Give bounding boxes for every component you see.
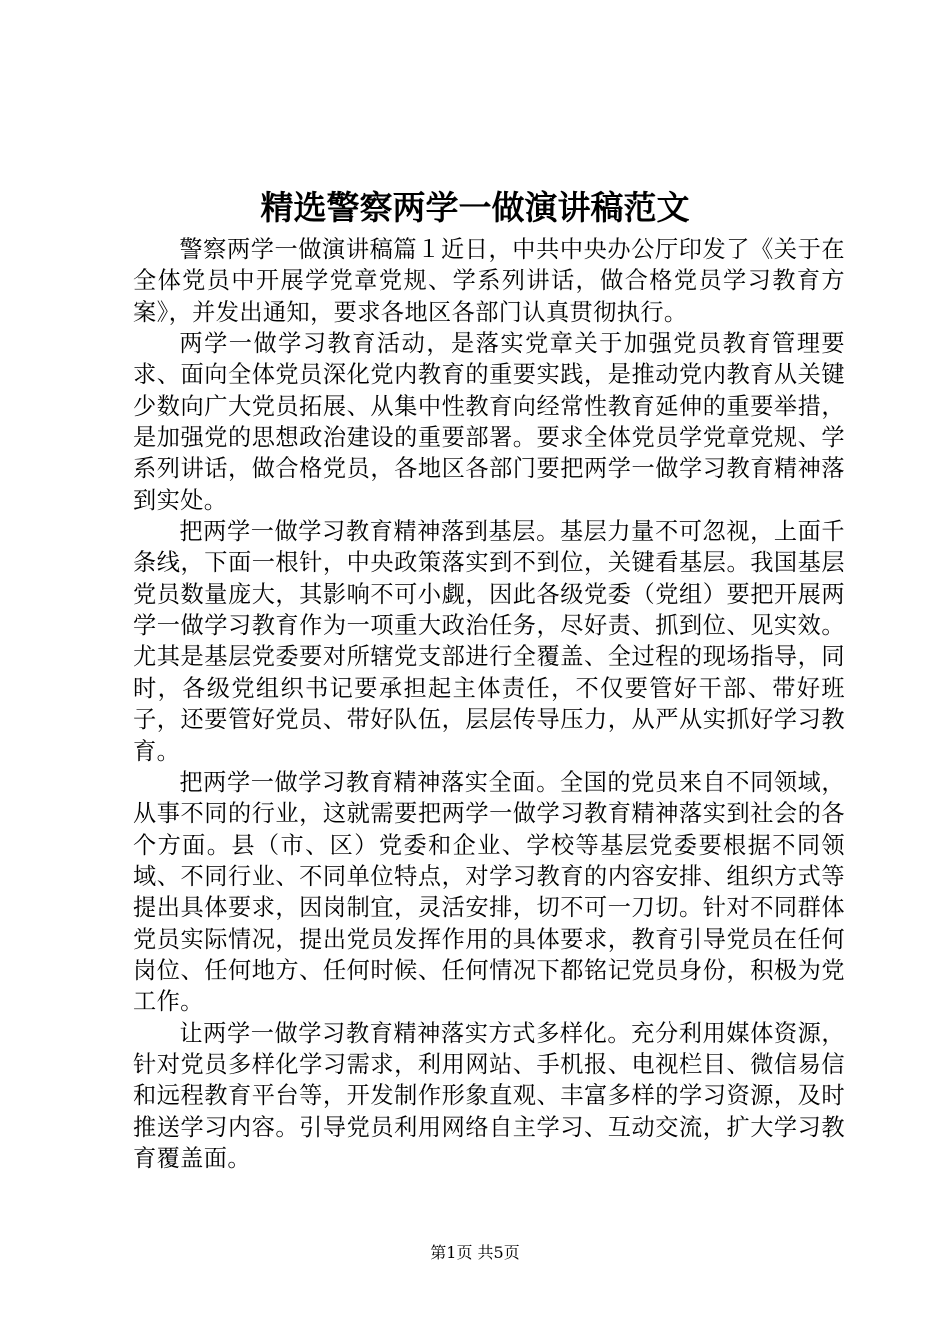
document-title: 精选警察两学一做演讲稿范文 bbox=[260, 188, 690, 227]
paragraph: 让两学一做学习教育精神落实方式多样化。充分利用媒体资源，针对党员多样化学习需求，利用网站、手机报、电视栏目、微信易信和远程教育平台等，开发制作形象直观、丰富多样的学习资源，及时推送学习内容。引导党员利用网络自主学习、互动交流，扩大学习教育覆盖面。 bbox=[133, 1019, 845, 1172]
paragraph: 把两学一做学习教育精神落实全面。全国的党员来自不同领域，从事不同的行业，这就需要把两学一做学习教育精神落实到社会的各个方面。县（市、区）党委和企业、学校等基层党委要根据不同领域、不同行业、不同单位特点，对学习教育的内容安排、组织方式等提出具体要求，因岗制宜，灵活安排，切不可一刀切。针对不同群体党员实际情况，提出党员发挥作用的具体要求，教育引导党员在任何岗位、任何地方、任何时候、任何情况下都铭记党员身份，积极为党工作。 bbox=[133, 768, 845, 1016]
paragraph: 把两学一做学习教育精神落到基层。基层力量不可忽视，上面千条线，下面一根针，中央政策落实到不到位，关键看基层。我国基层党员数量庞大，其影响不可小觑，因此各级党委（党组）要把开展两学一做学习教育作为一项重大政治任务，尽好责、抓到位、见实效。尤其是基层党委要对所辖党支部进行全覆盖、全过程的现场指导，同时，各级党组织书记要承担起主体责任，不仅要管好干部、带好班子，还要管好党员、带好队伍，层层传导压力，从严从实抓好学习教育。 bbox=[133, 518, 845, 765]
document-body bbox=[133, 234, 845, 1174]
paragraph: 警察两学一做演讲稿篇１近日，中共中央办公厅印发了《关于在全体党员中开展学党章党规、学系列讲话，做合格党员学习教育方案》，并发出通知，要求各地区各部门认真贯彻执行。 bbox=[133, 236, 845, 326]
page-number-footer: 第1页 共5页 bbox=[430, 1243, 520, 1262]
paragraph: 两学一做学习教育活动，是落实党章关于加强党员教育管理要求、面向全体党员深化党内教育的重要实践，是推动党内教育从关键少数向广大党员拓展、从集中性教育向经常性教育延伸的重要举措，是加强党的思想政治建设的重要部署。要求全体党员学党章党规、学系列讲话，做合格党员，各地区各部门要把两学一做学习教育精神落到实处。 bbox=[133, 330, 845, 514]
